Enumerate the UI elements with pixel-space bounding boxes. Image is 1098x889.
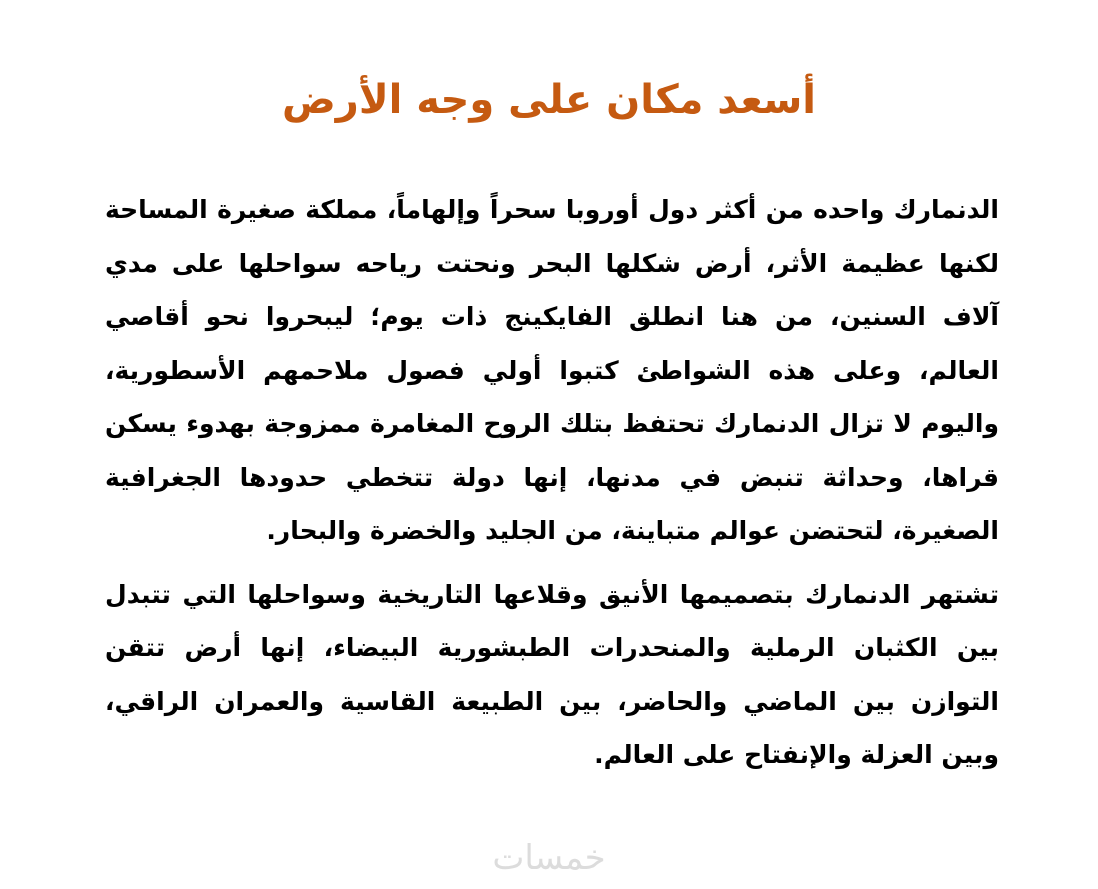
paragraph-2: تشتهر الدنمارك بتصميمها الأنيق وقلاعها التاريخية وسواحلها التي تتبدل بين الكثبان الرملية والمنحدرات الطبشورية البيضاء، إنها أرض تتقن التوازن بين الماضي والحاضر، بين الطبيعة القاسية والعمران الراقي، وبين العزلة والإنفتاح على العالم. bbox=[105, 579, 999, 769]
paragraph-1: الدنمارك واحده من أكثر دول أوروبا سحراً وإلهاماً، مملكة صغيرة المساحة لكنها عظيمة الأثر، أرض شكلها البحر ونحتت رياحه سواحلها على مدي آلاف السنين، من هنا انطلق الفايكينج ذات يوم؛ ليبحروا نحو أقاصي العالم، وعلى هذه الشواطئ كتبوا أولي فصول ملاحمهم الأسطورية، واليوم لا تزال الدنمارك تحتفظ بتلك الروح المغامرة ممزوجة بهدوء يسكن قراها، وحداثة تنبض في مدنها، إنها دولة تتخطي حدودها الجغرافية الصغيرة، لتحتضن عوالم متباينة، من الجليد والخضرة والبحار. bbox=[105, 195, 999, 545]
article-body bbox=[105, 183, 999, 782]
watermark-logo: خمسات bbox=[492, 838, 606, 878]
page-title: أسعد مكان على وجه الأرض bbox=[281, 77, 817, 123]
